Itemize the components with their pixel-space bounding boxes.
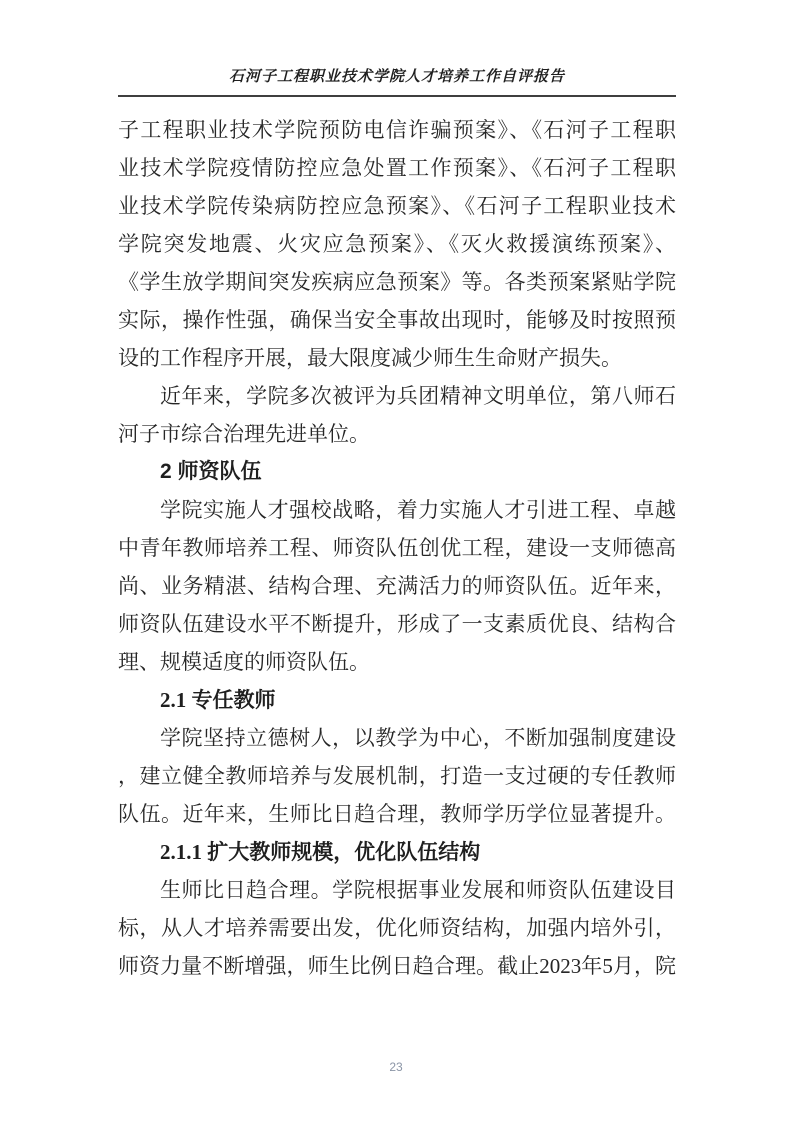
body-line: 业技术学院疫情防控应急处置工作预案》、《石河子工程职	[118, 156, 676, 180]
body-line: 学院坚持立德树人，以教学为中心，不断加强制度建设	[160, 726, 676, 750]
header-rule	[118, 95, 676, 97]
body-line: 标，从人才培养需要出发，优化师资结构，加强内培外引，	[118, 916, 676, 940]
paragraph	[118, 719, 676, 833]
paragraph	[118, 491, 676, 681]
subsubsection-heading-expand-teacher-scale: 2.1.1 扩大教师规模，优化队伍结构	[160, 840, 481, 864]
body-line: 实际，操作性强，确保当安全事故出现时，能够及时按照预	[118, 308, 676, 332]
body-line: 近年来，学院多次被评为兵团精神文明单位，第八师石	[160, 384, 676, 408]
body-line: 队伍。近年来，生师比日趋合理，教师学历学位显著提升。	[118, 802, 676, 826]
document-body	[118, 111, 676, 985]
body-line: 学院实施人才强校战略，着力实施人才引进工程、卓越	[160, 498, 676, 522]
body-line: 尚、业务精湛、结构合理、充满活力的师资队伍。近年来，	[118, 574, 676, 598]
paragraph	[118, 871, 676, 985]
body-line: 中青年教师培养工程、师资队伍创优工程，建设一支师德高	[118, 536, 676, 560]
paragraph-continued	[118, 111, 676, 377]
body-line: ，建立健全教师培养与发展机制，打造一支过硬的专任教师	[118, 764, 676, 788]
body-line: 设的工作程序开展，最大限度减少师生生命财产损失。	[118, 346, 622, 370]
subsection-heading-fulltime-teachers: 2.1 专任教师	[160, 688, 276, 712]
body-line: 生师比日趋合理。学院根据事业发展和师资队伍建设目	[160, 878, 676, 902]
paragraph	[118, 377, 676, 453]
page-header	[118, 0, 676, 97]
body-line: 师资力量不断增强，师生比例日趋合理。截止2023年5月，院	[118, 954, 676, 978]
header-title: 石河子工程职业技术学院人才培养工作自评报告	[228, 69, 565, 85]
body-line: 河子市综合治理先进单位。	[118, 422, 370, 446]
section-heading-teachers: 2 师资队伍	[160, 460, 262, 483]
body-line: 理、规模适度的师资队伍。	[118, 650, 370, 674]
body-line: 学院突发地震、火灾应急预案》、《灭火救援演练预案》、	[118, 232, 676, 256]
page-number: 23	[389, 1060, 403, 1074]
body-line: 《学生放学期间突发疾病应急预案》等。各类预案紧贴学院	[118, 270, 676, 294]
body-line: 子工程职业技术学院预防电信诈骗预案》、《石河子工程职	[118, 118, 676, 142]
body-line: 业技术学院传染病防控应急预案》、《石河子工程职业技术	[118, 194, 676, 218]
body-line: 师资队伍建设水平不断提升，形成了一支素质优良、结构合	[118, 612, 676, 636]
